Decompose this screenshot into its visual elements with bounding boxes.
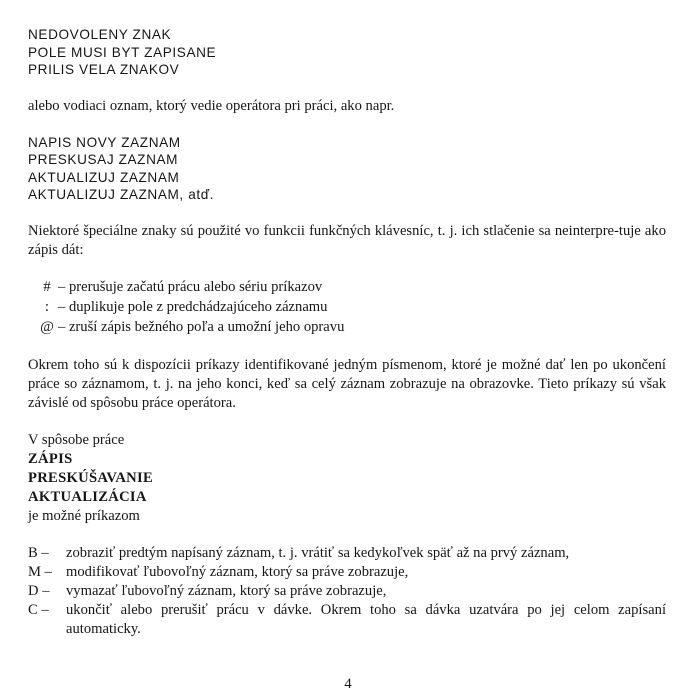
at-symbol: @ <box>40 318 54 335</box>
command-key: D – <box>28 582 50 599</box>
command-key: C – <box>28 601 49 618</box>
command-description: ukončiť alebo prerušiť prácu v dávke. Okrem toho sa dávka uzatvára po jej celom zapísaní automaticky. <box>66 601 666 637</box>
page-number: 4 <box>344 676 352 692</box>
list-item <box>28 563 666 582</box>
mode-name: AKTUALIZÁCIA <box>28 488 147 505</box>
mode-name: PRESKÚŠAVANIE <box>28 469 154 486</box>
special-key-description: – zruší zápis bežného poľa a umožní jeho opravu <box>58 318 345 335</box>
command-key: M – <box>28 563 52 580</box>
guide-message: PRESKUSAJ ZAZNAM <box>28 152 179 167</box>
modes-block <box>28 431 666 526</box>
mode-name: ZÁPIS <box>28 450 73 467</box>
special-key-description: – duplikuje pole z predchádzajúceho záznamu <box>58 298 328 315</box>
command-description: zobraziť predtým napísaný záznam, t. j. vrátiť sa kedykoľvek späť až na prvý záznam, <box>66 544 570 561</box>
paragraph-guide-intro: alebo vodiaci oznam, ktorý vedie operátora pri práci, ako napr. <box>28 97 395 114</box>
error-messages-block <box>28 26 666 79</box>
error-message: POLE MUSI BYT ZAPISANE <box>28 44 217 60</box>
commands-list <box>28 544 666 639</box>
guide-message: NAPIS NOVY ZAZNAM <box>28 134 181 150</box>
error-message: NEDOVOLENY ZNAK <box>28 27 172 42</box>
list-item <box>36 298 666 318</box>
special-key-description: – prerušuje začatú prácu alebo sériu príkazov <box>58 278 323 295</box>
list-item <box>28 582 666 601</box>
command-description: modifikovať ľubovoľný záznam, ktorý sa práve zobrazuje, <box>66 563 409 580</box>
list-item <box>36 318 666 338</box>
paragraph-special-keys: Niektoré špeciálne znaky sú použité vo funkcii funkčných klávesníc, t. j. ich stlačenie sa neinterpre-tuje ako zápis dát: <box>28 222 666 258</box>
command-key: B – <box>28 544 49 561</box>
guide-message: AKTUALIZUJ ZAZNAM <box>28 169 180 185</box>
colon-symbol: : <box>44 298 50 315</box>
paragraph-commands: Okrem toho sú k dispozícii príkazy identifikované jedným písmenom, ktoré je možné dať len po ukončení práce so záznamom, t. j. na jeho konci, keď sa celý záznam zobrazuje na obrazovke. Tieto príkazy sú však závislé od spôsobu práce operátora. <box>28 356 666 411</box>
list-item <box>36 278 666 298</box>
list-item <box>28 544 666 563</box>
mode-intro: V spôsobe práce <box>28 431 125 448</box>
mode-outro: je možné príkazom <box>28 507 140 524</box>
hash-symbol: # <box>43 278 51 295</box>
error-message: PRILIS VELA ZNAKOV <box>28 62 180 77</box>
guide-messages-block <box>28 134 666 204</box>
document-page <box>28 26 666 639</box>
special-keys-list <box>36 278 666 338</box>
command-description: vymazať ľubovoľný záznam, ktorý sa práve zobrazuje, <box>66 582 387 599</box>
guide-message: AKTUALIZUJ ZAZNAM, atď. <box>28 187 215 202</box>
list-item <box>28 601 666 639</box>
